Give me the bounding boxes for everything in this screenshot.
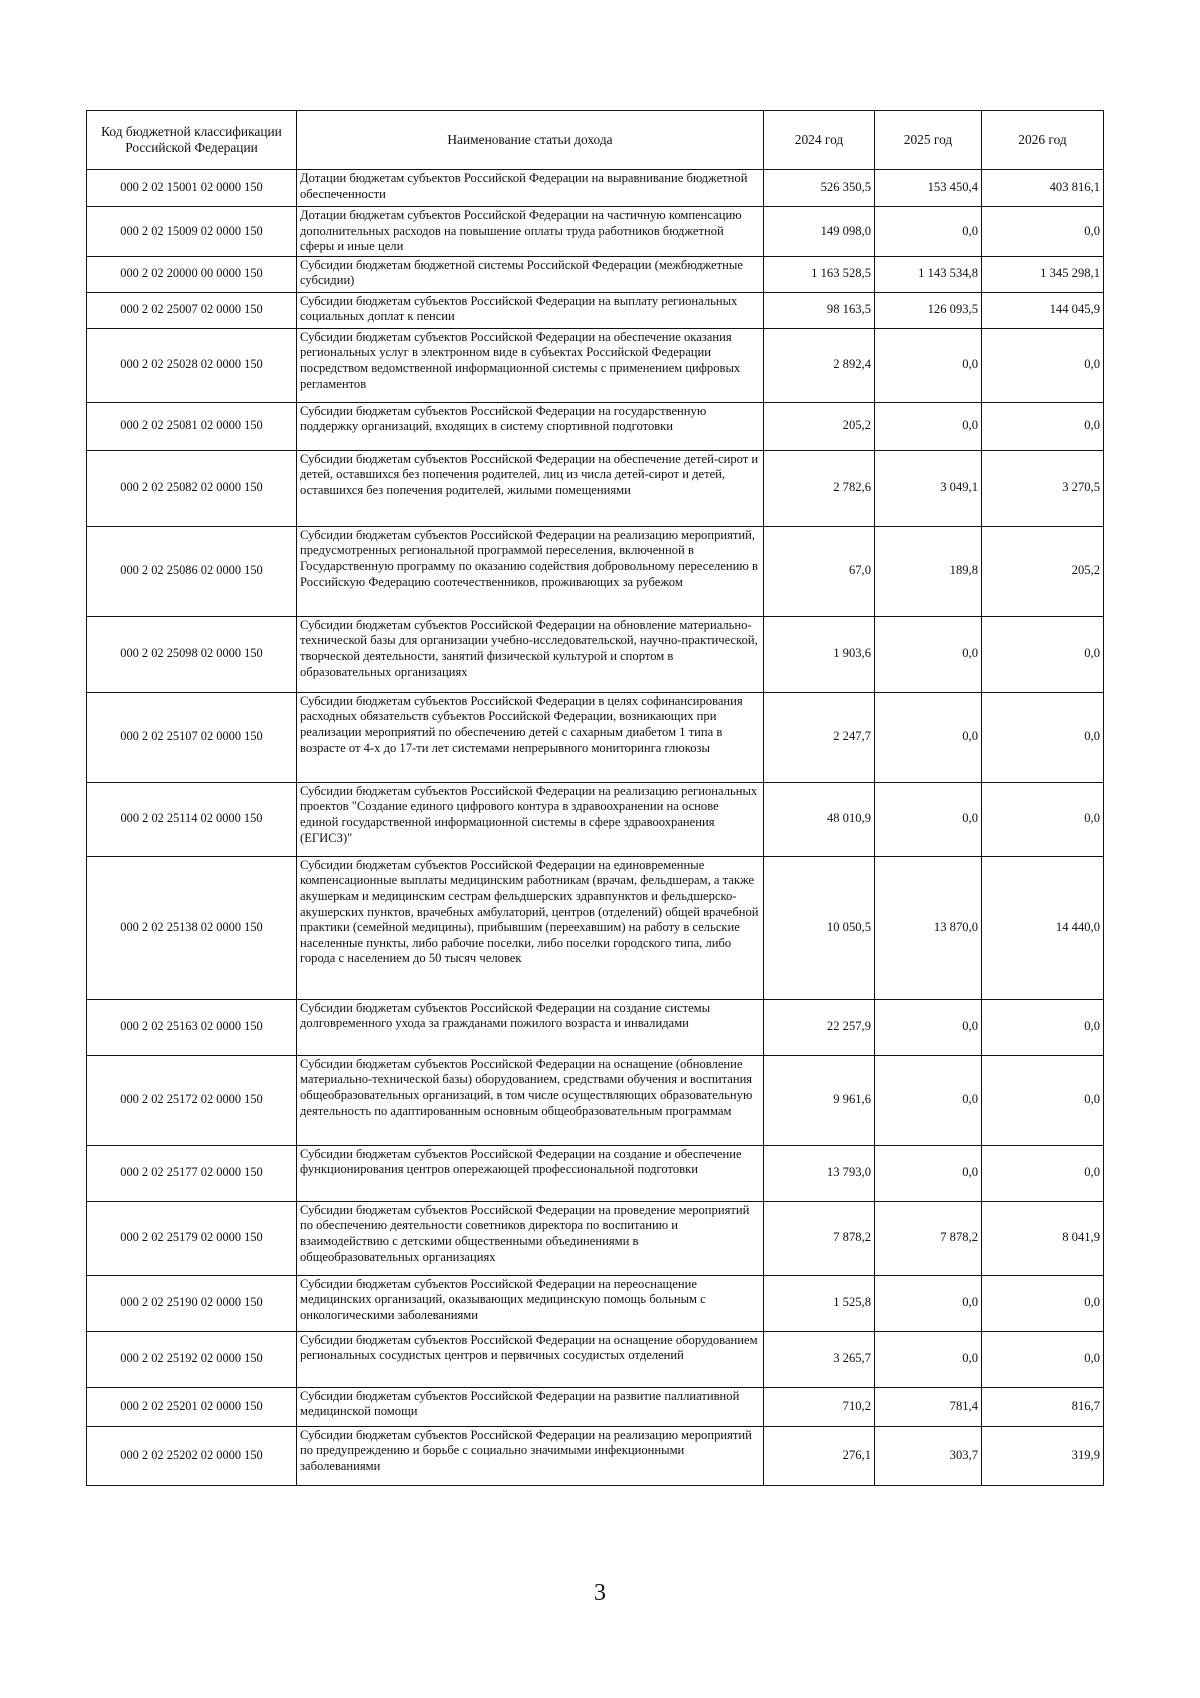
name-cell: Субсидии бюджетам субъектов Российской Федерации на создание и обеспечение функционирования центров опережающей профессиональной подготовки [297,1145,764,1201]
header-2024: 2024 год [764,111,875,170]
value-2024-cell: 526 350,5 [764,170,875,207]
value-2024-cell: 48 010,9 [764,782,875,856]
value-2024-cell: 10 050,5 [764,856,875,999]
table-row [87,1055,1104,1145]
code-cell: 000 2 02 25179 02 0000 150 [87,1201,297,1275]
page-number: 3 [594,1580,606,1606]
value-2026-cell: 0,0 [982,692,1104,782]
table-row [87,402,1104,450]
table-row [87,328,1104,402]
value-2026-cell: 14 440,0 [982,856,1104,999]
table-row [87,1145,1104,1201]
value-2026-cell: 816,7 [982,1387,1104,1426]
code-cell: 000 2 02 15009 02 0000 150 [87,207,297,257]
value-2024-cell: 2 892,4 [764,328,875,402]
name-cell: Дотации бюджетам субъектов Российской Федерации на частичную компенсацию дополнительных расходов на повышение оплаты труда работников бюджетной сферы и иные цели [297,207,764,257]
value-2026-cell: 0,0 [982,999,1104,1055]
table-row [87,170,1104,207]
value-2025-cell: 153 450,4 [875,170,982,207]
value-2024-cell: 1 525,8 [764,1275,875,1331]
value-2026-cell: 403 816,1 [982,170,1104,207]
value-2025-cell: 0,0 [875,402,982,450]
value-2024-cell: 149 098,0 [764,207,875,257]
value-2026-cell: 1 345 298,1 [982,256,1104,292]
header-2025: 2025 год [875,111,982,170]
table-row [87,856,1104,999]
value-2025-cell: 0,0 [875,1275,982,1331]
name-cell: Субсидии бюджетам бюджетной системы Российской Федерации (межбюджетные субсидии) [297,256,764,292]
value-2026-cell: 0,0 [982,402,1104,450]
name-cell: Субсидии бюджетам субъектов Российской Федерации на создание системы долговременного ухода за гражданами пожилого возраста и инвалидами [297,999,764,1055]
table-row [87,999,1104,1055]
value-2025-cell: 0,0 [875,782,982,856]
table-row [87,1426,1104,1485]
name-cell: Субсидии бюджетам субъектов Российской Федерации на единовременные компенсационные выплаты медицинским работникам (врачам, фельдшерам, а также акушеркам и медицинским сестрам фельдшерских здравпунктов и фельдшерско-акушерских пунктов, врачебных амбулаторий, центров (отделений) общей врачебной практики (семейной медицины), прибывшим (переехавшим) на работу в сельские населенные пункты, либо рабочие поселки, либо поселки городского типа, либо города с населением до 50 тысяч человек [297,856,764,999]
table-row [87,526,1104,616]
value-2026-cell: 0,0 [982,1145,1104,1201]
code-cell: 000 2 02 25190 02 0000 150 [87,1275,297,1331]
table-row [87,1331,1104,1387]
value-2026-cell: 144 045,9 [982,292,1104,328]
table-row [87,692,1104,782]
header-2026: 2026 год [982,111,1104,170]
name-cell: Дотации бюджетам субъектов Российской Федерации на выравнивание бюджетной обеспеченности [297,170,764,207]
value-2026-cell: 0,0 [982,1275,1104,1331]
value-2024-cell: 67,0 [764,526,875,616]
value-2026-cell: 0,0 [982,782,1104,856]
header-code: Код бюджетной классификации Российской Федерации [87,111,297,170]
name-cell: Субсидии бюджетам субъектов Российской Федерации на реализацию мероприятий, предусмотренных региональной программой переселения, включенной в Государственную программу по оказанию содействия добровольному переселению в Российскую Федерацию соотечественников, проживающих за рубежом [297,526,764,616]
name-cell: Субсидии бюджетам субъектов Российской Федерации на реализацию региональных проектов "Создание единого цифрового контура в здравоохранении на основе единой государственной информационной системы в сфере здравоохранения (ЕГИСЗ)" [297,782,764,856]
code-cell: 000 2 02 25138 02 0000 150 [87,856,297,999]
code-cell: 000 2 02 25177 02 0000 150 [87,1145,297,1201]
value-2025-cell: 0,0 [875,1055,982,1145]
code-cell: 000 2 02 15001 02 0000 150 [87,170,297,207]
name-cell: Субсидии бюджетам субъектов Российской Федерации на проведение мероприятий по обеспечению деятельности советников директора по воспитанию и взаимодействию с детскими общественными объединениями в общеобразовательных организациях [297,1201,764,1275]
value-2024-cell: 1 903,6 [764,616,875,692]
table-row [87,256,1104,292]
value-2025-cell: 0,0 [875,1145,982,1201]
value-2025-cell: 13 870,0 [875,856,982,999]
code-cell: 000 2 02 25201 02 0000 150 [87,1387,297,1426]
value-2026-cell: 0,0 [982,616,1104,692]
value-2025-cell: 189,8 [875,526,982,616]
value-2026-cell: 319,9 [982,1426,1104,1485]
code-cell: 000 2 02 20000 00 0000 150 [87,256,297,292]
value-2025-cell: 0,0 [875,999,982,1055]
value-2025-cell: 0,0 [875,692,982,782]
value-2026-cell: 0,0 [982,207,1104,257]
value-2025-cell: 126 093,5 [875,292,982,328]
value-2025-cell: 0,0 [875,1331,982,1387]
name-cell: Субсидии бюджетам субъектов Российской Федерации на оснащение (обновление материально-технической базы) оборудованием, средствами обучения и воспитания общеобразовательных организаций, в том числе осуществляющих образовательную деятельность по адаптированным основным общеобразовательным программам [297,1055,764,1145]
name-cell: Субсидии бюджетам субъектов Российской Федерации на обеспечение оказания региональных услуг в электронном виде в субъектах Российской Федерации посредством ведомственной информационной системы с применением цифровых регламентов [297,328,764,402]
name-cell: Субсидии бюджетам субъектов Российской Федерации на переоснащение медицинских организаций, оказывающих медицинскую помощь больным с онкологическими заболеваниями [297,1275,764,1331]
code-cell: 000 2 02 25172 02 0000 150 [87,1055,297,1145]
value-2025-cell: 303,7 [875,1426,982,1485]
code-cell: 000 2 02 25082 02 0000 150 [87,450,297,526]
value-2025-cell: 1 143 534,8 [875,256,982,292]
value-2025-cell: 0,0 [875,207,982,257]
code-cell: 000 2 02 25007 02 0000 150 [87,292,297,328]
code-cell: 000 2 02 25081 02 0000 150 [87,402,297,450]
value-2026-cell: 8 041,9 [982,1201,1104,1275]
code-cell: 000 2 02 25086 02 0000 150 [87,526,297,616]
value-2024-cell: 98 163,5 [764,292,875,328]
value-2025-cell: 0,0 [875,616,982,692]
table-row [87,207,1104,257]
name-cell: Субсидии бюджетам субъектов Российской Федерации на выплату региональных социальных доплат к пенсии [297,292,764,328]
value-2024-cell: 13 793,0 [764,1145,875,1201]
name-cell: Субсидии бюджетам субъектов Российской Федерации на реализацию мероприятий по предупреждению и борьбе с социально значимыми инфекционными заболеваниями [297,1426,764,1485]
value-2026-cell: 3 270,5 [982,450,1104,526]
name-cell: Субсидии бюджетам субъектов Российской Федерации в целях софинансирования расходных обязательств субъектов Российской Федерации, возникающих при реализации мероприятий по обеспечению детей с сахарным диабетом 1 типа в возрасте от 4-х до 17-ти лет системами непрерывного мониторинга глюкозы [297,692,764,782]
value-2025-cell: 781,4 [875,1387,982,1426]
value-2025-cell: 0,0 [875,328,982,402]
code-cell: 000 2 02 25098 02 0000 150 [87,616,297,692]
value-2024-cell: 205,2 [764,402,875,450]
header-name: Наименование статьи дохода [297,111,764,170]
name-cell: Субсидии бюджетам субъектов Российской Федерации на обеспечение детей-сирот и детей, оставшихся без попечения родителей, лиц из числа детей-сирот и детей, оставшихся без попечения родителей, жилыми помещениями [297,450,764,526]
value-2025-cell: 3 049,1 [875,450,982,526]
name-cell: Субсидии бюджетам субъектов Российской Федерации на государственную поддержку организаций, входящих в систему спортивной подготовки [297,402,764,450]
code-cell: 000 2 02 25114 02 0000 150 [87,782,297,856]
value-2026-cell: 0,0 [982,328,1104,402]
value-2024-cell: 1 163 528,5 [764,256,875,292]
value-2026-cell: 0,0 [982,1055,1104,1145]
value-2024-cell: 7 878,2 [764,1201,875,1275]
value-2024-cell: 2 247,7 [764,692,875,782]
name-cell: Субсидии бюджетам субъектов Российской Федерации на обновление материально-технической базы для организации учебно-исследовательской, научно-практической, творческой деятельности, занятий физической культурой и спортом в образовательных организациях [297,616,764,692]
name-cell: Субсидии бюджетам субъектов Российской Федерации на развитие паллиативной медицинской помощи [297,1387,764,1426]
table-row [87,1275,1104,1331]
value-2024-cell: 22 257,9 [764,999,875,1055]
table-row [87,292,1104,328]
table-row [87,616,1104,692]
value-2024-cell: 9 961,6 [764,1055,875,1145]
code-cell: 000 2 02 25202 02 0000 150 [87,1426,297,1485]
code-cell: 000 2 02 25028 02 0000 150 [87,328,297,402]
value-2025-cell: 7 878,2 [875,1201,982,1275]
table-row [87,782,1104,856]
value-2024-cell: 3 265,7 [764,1331,875,1387]
revenue-table [86,110,1104,1486]
value-2024-cell: 710,2 [764,1387,875,1426]
value-2024-cell: 2 782,6 [764,450,875,526]
value-2026-cell: 0,0 [982,1331,1104,1387]
name-cell: Субсидии бюджетам субъектов Российской Федерации на оснащение оборудованием региональных сосудистых центров и первичных сосудистых отделений [297,1331,764,1387]
table-header-row [87,111,1104,170]
code-cell: 000 2 02 25163 02 0000 150 [87,999,297,1055]
value-2024-cell: 276,1 [764,1426,875,1485]
value-2026-cell: 205,2 [982,526,1104,616]
code-cell: 000 2 02 25192 02 0000 150 [87,1331,297,1387]
table-row [87,450,1104,526]
table-row [87,1387,1104,1426]
table-row [87,1201,1104,1275]
code-cell: 000 2 02 25107 02 0000 150 [87,692,297,782]
